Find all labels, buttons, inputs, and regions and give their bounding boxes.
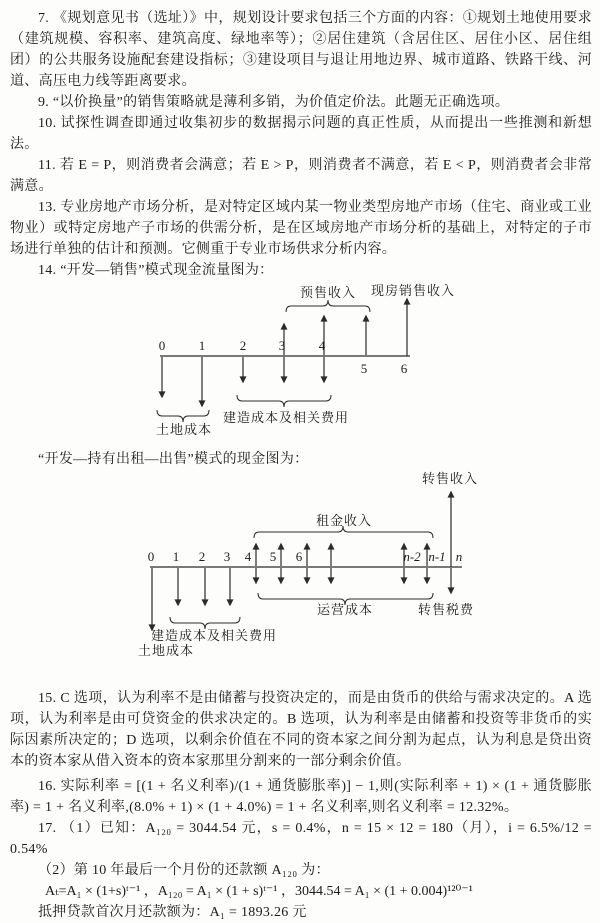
tick-n-1: n-1 <box>428 549 446 564</box>
item-16: 16. 实际利率 = [(1 + 名义利率)/(1 + 通货膨胀率)] − 1,则(实际利率 + 1) × (1 + 通货膨胀率) = 1 + 名义利率,(8.0% + 1) × (1 + 4.0%) = 1 + 名义利率,则名义利率 = 12.32%。 <box>10 779 592 815</box>
land-cost-label: 土地成本 <box>137 643 195 658</box>
presale-brace <box>286 300 370 312</box>
resale-income-label: 转售收入 <box>421 471 479 486</box>
tick-4: 4 <box>244 549 252 564</box>
tick-0: 0 <box>158 338 166 353</box>
tick-n-2: n-2 <box>403 549 421 564</box>
tick-3: 3 <box>223 549 231 564</box>
item-14-caption: 14. “开发—销售”模式现金流量图为： <box>38 263 274 278</box>
item-17-result: 抵押贷款首次月还款额为：A₁ = 1893.26 元 <box>38 905 307 920</box>
tick-3: 3 <box>278 338 286 353</box>
construction-cost-label: 建造成本及相关费用 <box>222 410 350 425</box>
tick-6: 6 <box>295 549 303 564</box>
item-9: 9. “以价换量”的销售策略就是薄利多销，为价值定价法。此题无正确选项。 <box>38 95 510 110</box>
resale-tax-label: 转售税费 <box>417 602 475 617</box>
construction-cost-label: 建造成本及相关费用 <box>150 628 278 643</box>
item-14b-caption: “开发—持有出租—出售”模式的现金图为： <box>38 452 309 467</box>
land-cost-label: 土地成本 <box>155 422 213 437</box>
item-17-formula: Aₜ=A₁ × (1+s)ᵗ⁻¹ ，A₁₂₀ = A₁ × (1 + s)ᵗ⁻¹ ，3044.54 = A₁ × (1 + 0.004)¹²⁰⁻¹ <box>45 884 473 899</box>
cashflow-diagram-develop-hold-rent-sell <box>0 470 600 662</box>
construction-brace <box>237 395 331 407</box>
item-7: 7. 《规划意见书（选址）》中，规划设计要求包括三个方面的内容：①规划土地使用要求（建筑规模、容积率、建筑高度、绿地率等）；②居住建筑（含居住区、居住小区、居住组团）的公共服务设施配套建设指标；③建设项目与退让用地边界、城市道路、铁路干线、河道、高压电力线等距离要求。 <box>10 11 592 89</box>
tick-6: 6 <box>400 361 408 376</box>
item-15: 15. C 选项，认为利率不是由储蓄与投资决定的，而是由货币的供给与需求决定的。A 选项，认为利率是由可贷资金的供求决定的。B 选项，认为利率是由储蓄和投资等非货币的实际因素所决定的；D 选项，以剩余价值在不同的资本家之间分割为起点，认为利息是贷出资本的资本家从借入资本的资本家那里分割来的一部分剩余价值。 <box>10 691 592 769</box>
cashflow-diagram-develop-sell <box>0 281 600 441</box>
tick-5: 5 <box>269 549 277 564</box>
rent-income-label: 租金收入 <box>315 513 373 528</box>
tick-1: 1 <box>172 549 180 564</box>
item-11: 11. 若 E = P，则消费者会满意；若 E > P，则消费者不满意，若 E < P，则消费者会非常满意。 <box>10 158 592 194</box>
land-cost-brace <box>157 410 209 422</box>
presale-income-label: 预售收入 <box>299 285 357 300</box>
tick-n: n <box>455 549 463 564</box>
tick-5: 5 <box>360 361 368 376</box>
item-10: 10. 试探性调查即通过收集初步的数据揭示问题的真正性质，从而提出一些推测和新想法。 <box>10 116 592 152</box>
current-sale-income-label: 现房销售收入 <box>370 283 456 298</box>
tick-0: 0 <box>147 549 155 564</box>
item-13: 13. 专业房地产市场分析，是对特定区域内某一物业类型房地产市场（住宅、商业或工业物业）或特定房地产子市场的供需分析，是在区域房地产市场分析的基础上，对特定的子市场进行单独的估计和预测。它侧重于专业市场供求分析内容。 <box>10 200 592 257</box>
tick-1: 1 <box>198 338 206 353</box>
tick-2: 2 <box>239 338 247 353</box>
item-17-part2: （2）第 10 年最后一个月份的还款额 A₁₂₀ 为： <box>38 863 330 878</box>
tick-2: 2 <box>198 549 206 564</box>
tick-4: 4 <box>318 338 326 353</box>
item-17-given: 17. （1）已知：A₁₂₀ = 3044.54 元，s = 0.4%，n = 15 × 12 = 180（月），i = 6.5%/12 = 0.54% <box>10 821 592 857</box>
operating-cost-label: 运营成本 <box>316 602 374 617</box>
